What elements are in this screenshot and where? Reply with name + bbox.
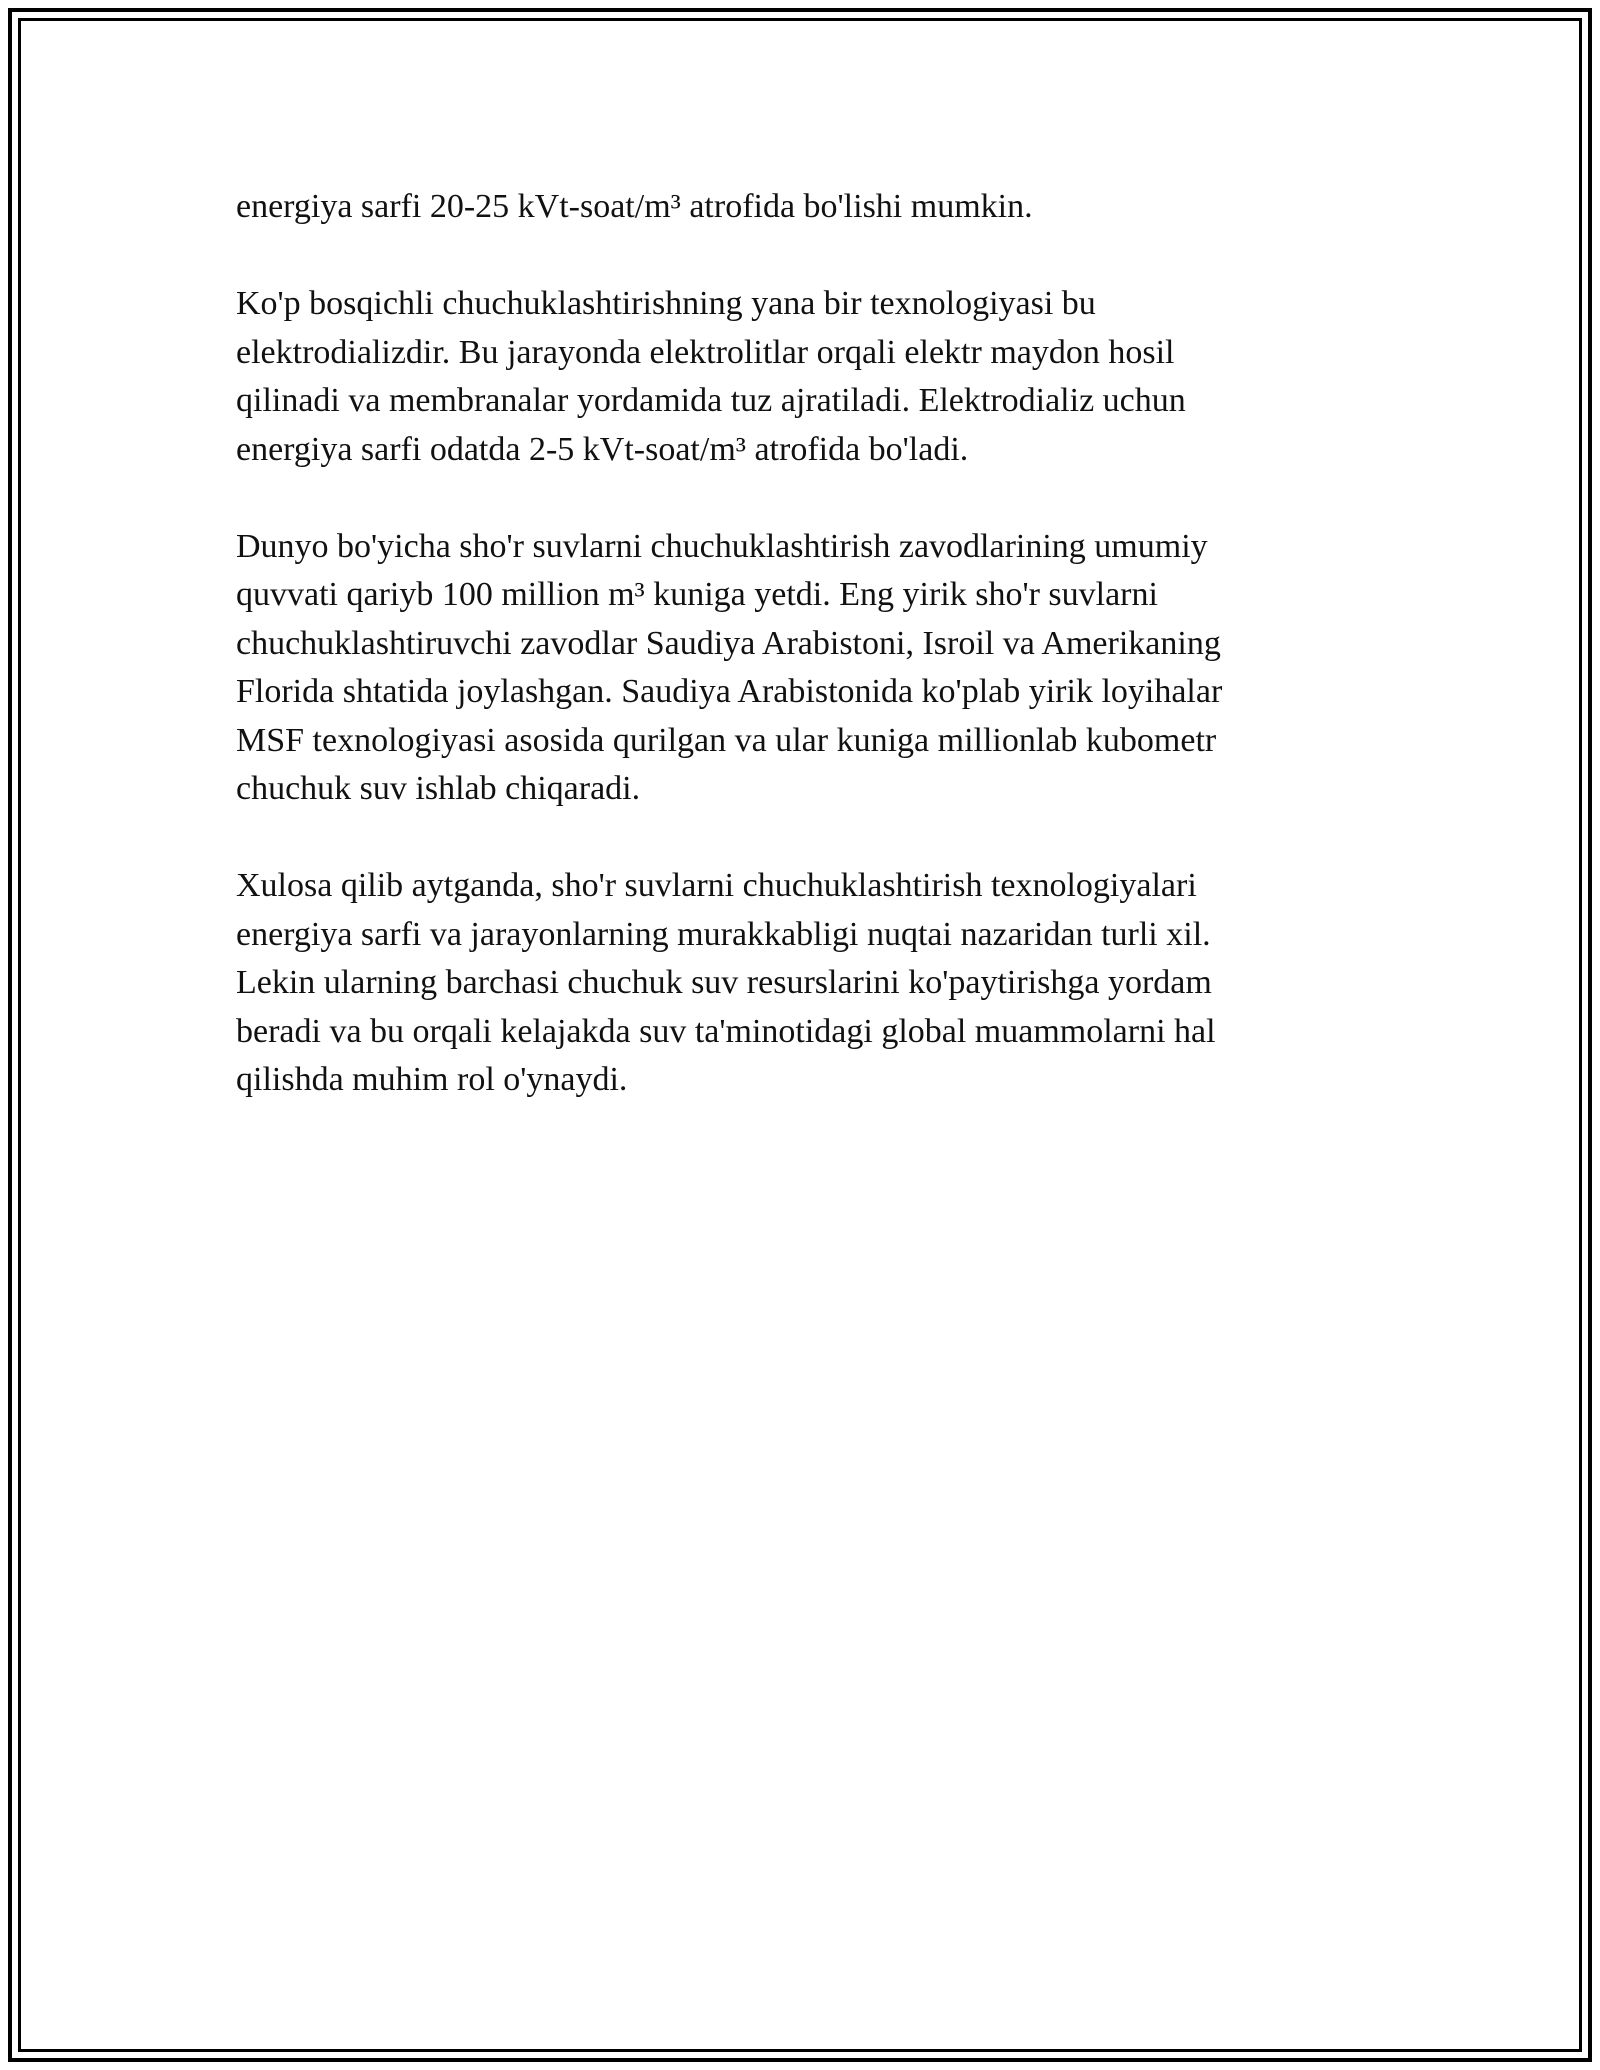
paragraph-energy-consumption: energiya sarfi 20-25 kVt-soat/m³ atrofida bo'lishi mumkin. bbox=[236, 188, 1033, 225]
paragraph-conclusion: Xulosa qilib aytganda, sho'r suvlarni chuchuklashtirish texnologiyalari energiya sarfi va jarayonlarning murakkabligi nuqtai nazaridan turli xil. Lekin ularning barchasi chuchuk suv resurslarini ko'paytirishga yordam beradi va bu orqali kelajakda suv ta'minotidagi global muammolarni hal qilishda muhim rol o'ynaydi. bbox=[236, 867, 1216, 1098]
document-body bbox=[236, 183, 1316, 1153]
paragraph-electrodialysis: Ko'p bosqichli chuchuklashtirishning yana bir texnologiyasi bu elektrodializdir. Bu jarayonda elektrolitlar orqali elektr maydon hosil qilinadi va membranalar yordamida tuz ajratiladi. Elektrodializ uchun energiya sarfi odatda 2-5 kVt-soat/m³ atrofida bo'ladi. bbox=[236, 285, 1186, 468]
paragraph-world-capacity: Dunyo bo'yicha sho'r suvlarni chuchuklashtirish zavodlarining umumiy quvvati qariyb 100 million m³ kuniga yetdi. Eng yirik sho'r suvlarni chuchuklashtiruvchi zavodlar Saudiya Arabistoni, Isroil va Amerikaning Florida shtatida joylashgan. Saudiya Arabistonida ko'plab yirik loyihalar MSF texnologiyasi asosida qurilgan va ular kuniga millionlab kubometr chuchuk suv ishlab chiqaradi. bbox=[236, 527, 1223, 807]
